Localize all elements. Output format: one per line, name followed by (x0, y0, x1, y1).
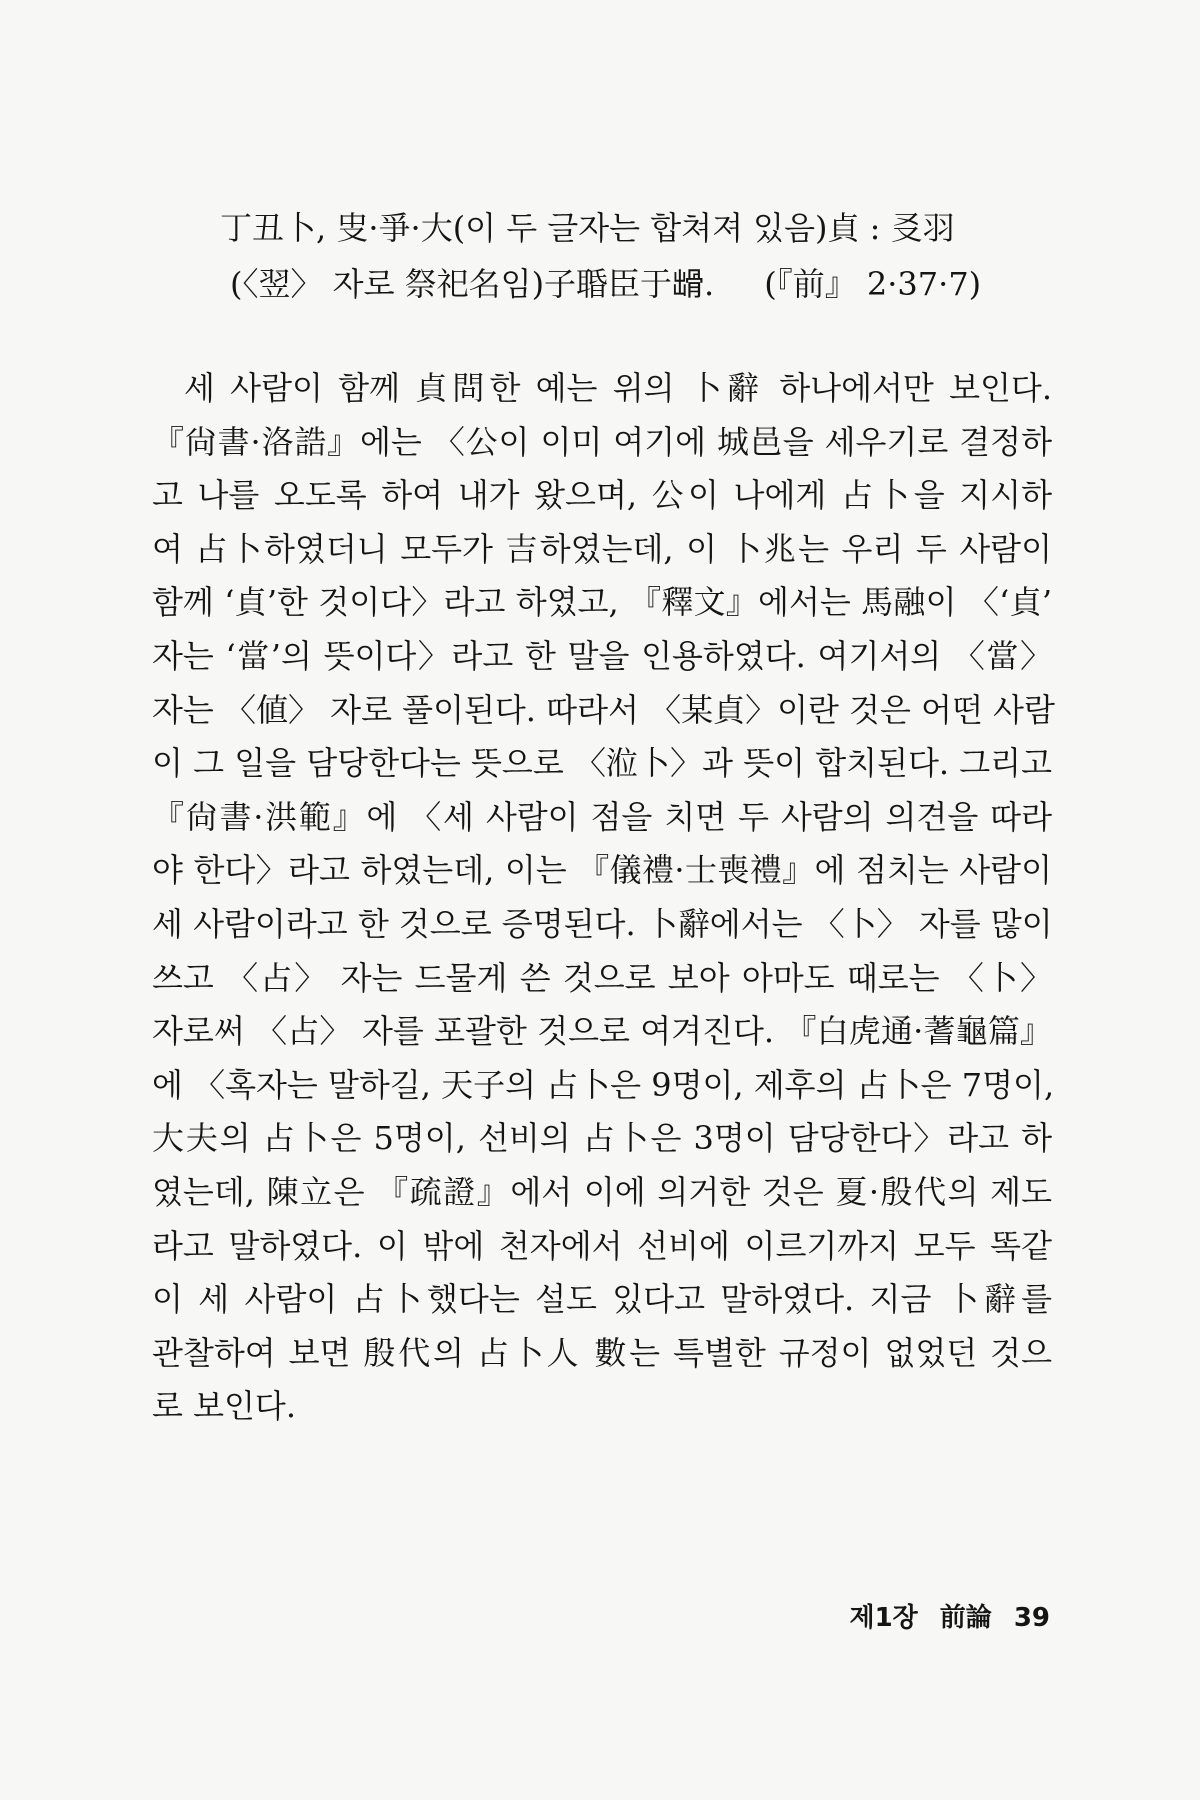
section-title: 前論 (939, 1603, 992, 1633)
body-line: 大夫의 占卜은 5명이, 선비의 占卜은 3명이 담당한다〉라고 하 (152, 1119, 1052, 1158)
body-line: 였는데, 陳立은 『疏證』에서 이에 의거한 것은 夏·殷代의 제도 (152, 1172, 1052, 1211)
body-line: 에 〈혹자는 말하길, 天子의 占卜은 9명이, 제후의 占卜은 7명이, (152, 1065, 1055, 1104)
body-line: 이 그 일을 담당한다는 뜻으로 〈涖卜〉과 뜻이 합치된다. 그리고 (152, 744, 1052, 783)
body-line: 함께 ‘貞’한 것이다〉라고 하였고, 『釋文』에서는 馬融이 〈‘貞’ (152, 583, 1052, 622)
body-line: 쓰고 〈占〉 자는 드물게 쓴 것으로 보아 아마도 때로는 〈卜〉 (152, 958, 1052, 997)
quote-line-2 (220, 256, 1060, 312)
body-line: 고 나를 오도록 하여 내가 왔으며, 公이 나에게 占卜을 지시하 (152, 476, 1052, 515)
body-line: 『尙書·洛誥』에는 〈公이 이미 여기에 城邑을 세우기로 결정하 (152, 422, 1052, 461)
page-footer (849, 1600, 1050, 1636)
body-line: 세 사람이 함께 貞問한 예는 위의 卜辭 하나에서만 보인다. (184, 369, 1052, 407)
body-line: 로 보인다. (152, 1387, 296, 1426)
oracle-inscription-quote (220, 200, 1060, 312)
page-number: 39 (1013, 1603, 1050, 1633)
quote-line-2-text: (〈翌〉 자로 祭祀名임)子䎽臣于𩨳. (230, 265, 715, 303)
body-line: 세 사람이라고 한 것으로 증명된다. 卜辭에서는 〈卜〉 자를 많이 (152, 904, 1053, 943)
quote-line-1: 丁丑卜, 㕜·爭·大(이 두 글자는 합쳐져 있음)貞 : 㕛羽 (220, 209, 955, 247)
body-line: 자는 ‘當’의 뜻이다〉라고 한 말을 인용하였다. 여기서의 〈當〉 (152, 636, 1052, 675)
body-paragraph (152, 362, 1055, 1434)
body-line: 자는 〈値〉 자로 풀이된다. 따라서 〈某貞〉이란 것은 어떤 사람 (152, 690, 1055, 729)
chapter-label: 제1장 (849, 1603, 918, 1633)
body-line: 여 占卜하였더니 모두가 吉하였는데, 이 卜兆는 우리 두 사람이 (152, 529, 1052, 568)
body-line: 야 한다〉라고 하였는데, 이는 『儀禮·士喪禮』에 점치는 사람이 (152, 851, 1052, 890)
body-line: 라고 말하였다. 이 밖에 천자에서 선비에 이르기까지 모두 똑같 (152, 1226, 1052, 1265)
quote-citation: (『前』 2·37·7) (764, 265, 982, 303)
body-line: 관찰하여 보면 殷代의 占卜人 數는 특별한 규정이 없었던 것으 (152, 1333, 1052, 1372)
body-line: 자로써 〈占〉 자를 포괄한 것으로 여겨진다. 『白虎通·蓍龜篇』 (152, 1012, 1052, 1051)
body-line: 『尙書·洪範』에 〈세 사람이 점을 치면 두 사람의 의견을 따라 (152, 797, 1052, 836)
body-line: 이 세 사람이 占卜했다는 설도 있다고 말하였다. 지금 卜辭를 (152, 1280, 1052, 1319)
